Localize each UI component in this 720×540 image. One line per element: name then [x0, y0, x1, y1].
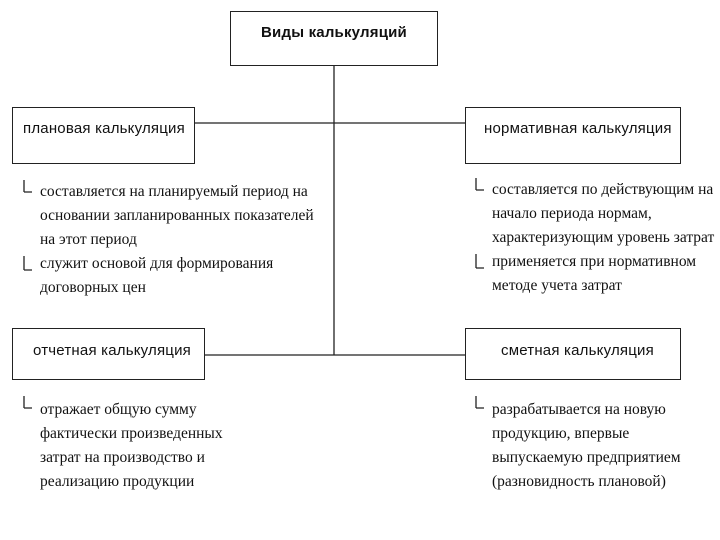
node-planned-description: [40, 180, 314, 300]
description-line: служит основой для формирования: [40, 255, 274, 272]
root-node: [230, 11, 438, 66]
bracket-norm-1: [476, 178, 484, 190]
node-reported: [12, 328, 205, 380]
node-planned: [12, 107, 195, 164]
description-line: начало периода нормам,: [492, 205, 652, 222]
bracket-norm-2: [476, 254, 484, 268]
node-reported-label: отчетная калькуляция: [33, 342, 191, 359]
description-line: основании запланированных показателей: [40, 207, 314, 224]
description-line: методе учета затрат: [492, 277, 622, 294]
description-line: (разновидность плановой): [492, 473, 666, 490]
bracket-plan-2: [24, 256, 32, 270]
description-line: фактически произведенных: [40, 425, 223, 442]
description-line: характеризующим уровень затрат: [492, 229, 715, 246]
description-line: продукцию, впервые: [492, 425, 630, 442]
node-reported-description: [40, 398, 223, 494]
description-line: составляется на планируемый период на: [40, 183, 308, 200]
description-line: составляется по действующим на: [492, 181, 714, 198]
bracket-plan-1: [24, 180, 32, 192]
description-line: на этот период: [40, 231, 137, 248]
node-planned-label: плановая калькуляция: [23, 120, 185, 137]
node-normative-label: нормативная калькуляция: [484, 120, 672, 137]
node-estimate-description: [492, 398, 681, 494]
description-line: затрат на производство и: [40, 449, 205, 466]
node-estimate-label: сметная калькуляция: [501, 342, 654, 359]
node-estimate: [465, 328, 681, 380]
description-line: договорных цен: [40, 279, 146, 296]
node-normative: [465, 107, 681, 164]
node-normative-description: [492, 178, 714, 298]
description-line: выпускаемую предприятием: [492, 449, 681, 466]
bracket-otch: [24, 396, 32, 408]
description-line: отражает общую сумму: [40, 401, 197, 418]
root-title: Виды калькуляций: [261, 24, 407, 41]
description-line: разрабатывается на новую: [492, 401, 666, 418]
description-line: реализацию продукции: [40, 473, 195, 490]
bracket-smet: [476, 396, 484, 408]
description-line: применяется при нормативном: [492, 253, 697, 270]
